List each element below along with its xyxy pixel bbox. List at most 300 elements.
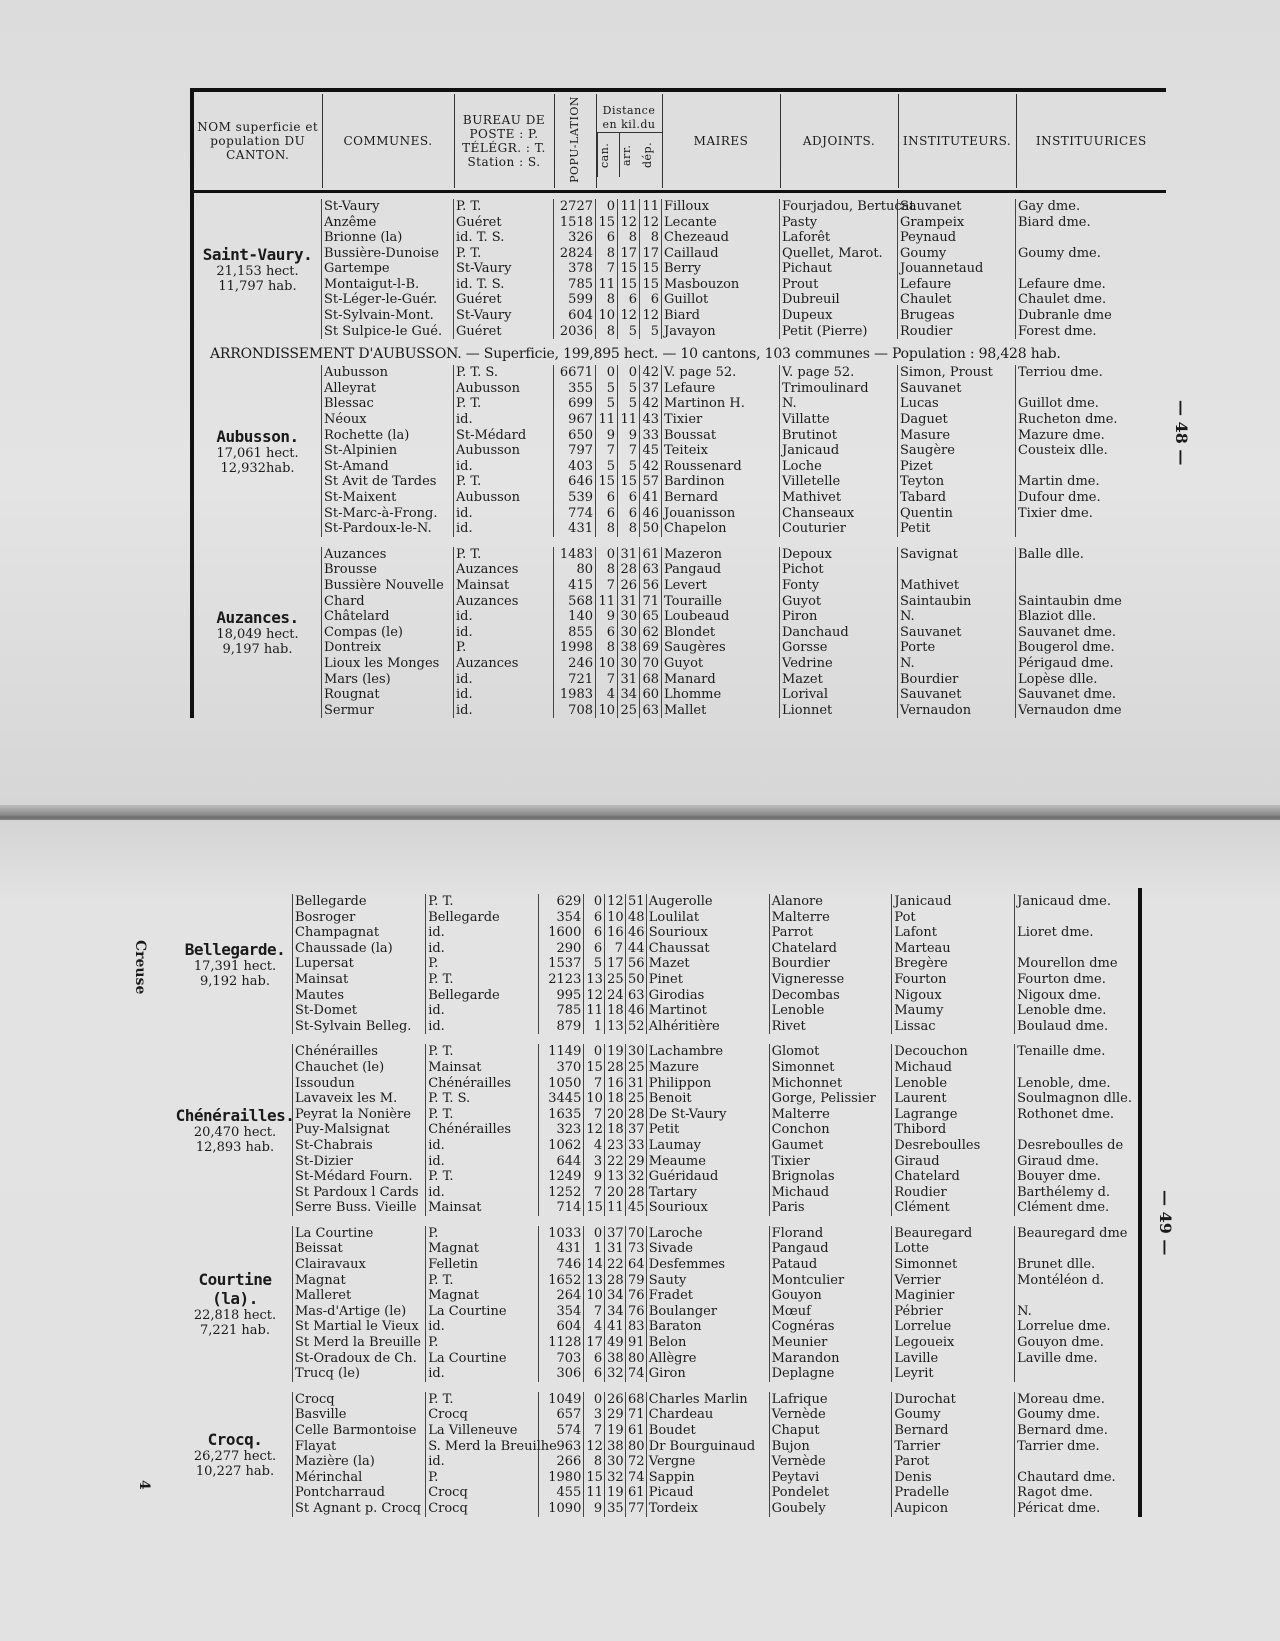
- cell-dist-arr: 5: [618, 459, 640, 475]
- commune-table: [292, 1392, 1138, 1517]
- cell-bureau: P.: [426, 1226, 538, 1242]
- cell-instituteur: Laville: [892, 1351, 1015, 1367]
- cell-dist-dep: 50: [640, 521, 662, 537]
- cell-bureau: id.: [426, 1366, 538, 1382]
- cell-commune: Malleret: [293, 1288, 426, 1304]
- cell-dist-canton: 6: [596, 506, 618, 522]
- cell-instituteur: Daguet: [898, 412, 1016, 428]
- cell-instituteur: Bourdier: [898, 672, 1016, 688]
- cell-bureau: id.: [426, 1454, 538, 1470]
- cell-dist-dep: 80: [625, 1439, 646, 1455]
- cell-dist-canton: 15: [584, 1200, 605, 1216]
- cell-institutrice: Desreboulles de: [1017, 1137, 1124, 1153]
- cell-bureau: id.: [454, 672, 554, 688]
- canton-name: Courtine (la).: [198, 1269, 272, 1308]
- cell-institutrice: [1015, 1060, 1138, 1076]
- cell-commune: Chaussade (la): [293, 941, 426, 957]
- cell-institutrice: Lenoble, dme.: [1017, 1075, 1111, 1091]
- cell-bureau: id.: [454, 609, 554, 625]
- cell-dist-arr: 18: [605, 1003, 626, 1019]
- table-row: [293, 910, 1138, 926]
- cell-bureau: Auzances: [454, 594, 554, 610]
- cell-instituteur: Masure: [898, 428, 1016, 444]
- cell-bureau: P. T.: [454, 474, 554, 490]
- cell-bureau: Mainsat: [454, 578, 554, 594]
- cell-adjoint: Lionnet: [780, 703, 898, 719]
- cell-population: 1033: [538, 1226, 584, 1242]
- cell-institutrice: Beauregard dme: [1017, 1225, 1128, 1241]
- cell-dist-arr: 34: [605, 1304, 626, 1320]
- canton-name-col: [194, 199, 321, 339]
- cell-institutrice: Gay dme.: [1018, 198, 1081, 214]
- cell-commune: St-Sylvain Belleg.: [293, 1019, 426, 1035]
- cell-population: 539: [554, 490, 596, 506]
- canton-superficie: 21,153 hect.: [216, 263, 299, 279]
- cell-dist-canton: 7: [596, 443, 618, 459]
- cell-bureau: Crocq: [426, 1501, 538, 1517]
- cell-institutrice: Lefaure dme.: [1018, 276, 1106, 292]
- cell-adjoint: Pondelet: [769, 1485, 892, 1501]
- table-row: [322, 609, 1166, 625]
- canton-name-col: [175, 1044, 295, 1216]
- cell-dist-dep: 32: [625, 1169, 646, 1185]
- cell-institutrice: Saintaubin dme: [1018, 593, 1122, 609]
- cell-dist-dep: 72: [625, 1454, 646, 1470]
- table-row: [322, 687, 1166, 703]
- table-row: [322, 199, 1166, 215]
- cell-dist-canton: 11: [584, 1485, 605, 1501]
- cell-dist-dep: 30: [625, 1044, 646, 1060]
- table-row: [293, 1288, 1138, 1304]
- cell-adjoint: Prout: [780, 277, 898, 293]
- cell-bureau: P.: [454, 640, 554, 656]
- cell-instituteur: Pébrier: [892, 1304, 1015, 1320]
- cell-dist-dep: 8: [640, 230, 662, 246]
- cell-maire: Chapelon: [662, 521, 780, 537]
- cell-dist-dep: 12: [640, 215, 662, 231]
- cell-dist-dep: 33: [640, 428, 662, 444]
- cell-instituteur: Pradelle: [892, 1485, 1015, 1501]
- cell-commune: Aubusson: [322, 365, 454, 381]
- cell-dist-dep: 31: [625, 1076, 646, 1092]
- cell-instituteur: Vernaudon: [898, 703, 1016, 719]
- cell-dist-dep: 15: [640, 261, 662, 277]
- cell-institutrice: Tarrier dme.: [1017, 1438, 1100, 1454]
- cell-maire: Touraille: [662, 594, 780, 610]
- cell-adjoint: Mœuf: [769, 1304, 892, 1320]
- cell-commune: Chénérailles: [293, 1044, 426, 1060]
- cell-dist-canton: 6: [584, 1351, 605, 1367]
- page-number-top: — 48 —: [1172, 400, 1191, 466]
- cell-commune: Mars (les): [322, 672, 454, 688]
- header-nom: NOM superficie et population DU CANTON.: [194, 94, 322, 188]
- cell-maire: Mazure: [646, 1060, 769, 1076]
- cell-instituteur: Mathivet: [898, 578, 1016, 594]
- cell-instituteur: Leyrit: [892, 1366, 1015, 1382]
- canton-superficie: 20,470 hect.: [193, 1124, 277, 1140]
- table-row: [293, 1185, 1138, 1201]
- header-institutrices: INSTITUURICES: [1035, 133, 1147, 148]
- cell-maire: Loulilat: [646, 910, 769, 926]
- cell-commune: Rochette (la): [322, 428, 454, 444]
- cell-institutrice: [1015, 1288, 1138, 1304]
- cell-institutrice: Lopèse dlle.: [1018, 671, 1098, 687]
- cell-instituteur: Desreboulles: [892, 1138, 1015, 1154]
- cell-bureau: P. T.: [454, 199, 554, 215]
- cell-bureau: P.: [426, 956, 538, 972]
- cell-institutrice: Biard dme.: [1018, 214, 1091, 230]
- cell-commune: Mazière (la): [293, 1454, 426, 1470]
- cell-commune: Chard: [322, 594, 454, 610]
- table-row: [322, 308, 1166, 324]
- cell-dist-arr: 22: [605, 1257, 626, 1273]
- cell-dist-arr: 30: [618, 656, 640, 672]
- cell-bureau: Guéret: [454, 292, 554, 308]
- cell-dist-canton: 0: [584, 1226, 605, 1242]
- cell-institutrice: Gouyon dme.: [1017, 1335, 1104, 1351]
- cell-dist-canton: 7: [584, 1076, 605, 1092]
- cell-dist-dep: 33: [625, 1138, 646, 1154]
- cell-population: 650: [554, 428, 596, 444]
- cell-commune: St-Alpinien: [322, 443, 454, 459]
- cell-instituteur: Goumy: [898, 246, 1016, 262]
- cell-dist-dep: 46: [625, 1003, 646, 1019]
- cell-commune: Mautes: [293, 988, 426, 1004]
- cell-dist-arr: 31: [618, 672, 640, 688]
- canton-name: Aubusson.: [216, 426, 299, 446]
- cell-institutrice: Rucheton dme.: [1018, 412, 1118, 428]
- table-row: [293, 1366, 1138, 1382]
- commune-table: [321, 365, 1166, 537]
- cell-dist-canton: 0: [584, 894, 605, 910]
- cell-dist-dep: 37: [640, 381, 662, 397]
- cell-adjoint: Goubely: [769, 1501, 892, 1517]
- cell-maire: Fradet: [646, 1288, 769, 1304]
- cell-dist-canton: 6: [584, 1366, 605, 1382]
- cell-bureau: id.: [454, 412, 554, 428]
- cell-dist-arr: 32: [605, 1470, 626, 1486]
- cell-population: 785: [554, 277, 596, 293]
- cell-maire: Picaud: [646, 1485, 769, 1501]
- cell-dist-dep: 57: [640, 474, 662, 490]
- cell-dist-canton: 15: [596, 474, 618, 490]
- cell-instituteur: Lissac: [892, 1019, 1015, 1035]
- cell-dist-arr: 31: [618, 594, 640, 610]
- cell-instituteur: Tabard: [898, 490, 1016, 506]
- cell-maire: Tartary: [646, 1185, 769, 1201]
- cell-maire: Tixier: [662, 412, 780, 428]
- cell-instituteur: Porte: [898, 640, 1016, 656]
- cell-institutrice: [1015, 1366, 1138, 1382]
- cell-maire: Tordeix: [646, 1501, 769, 1517]
- cell-dist-canton: 11: [596, 412, 618, 428]
- cell-commune: St-Oradoux de Ch.: [293, 1351, 426, 1367]
- cell-institutrice: [1016, 459, 1166, 475]
- cell-population: 703: [538, 1351, 584, 1367]
- cell-bureau: Crocq: [426, 1407, 538, 1423]
- cell-commune: Bussière Nouvelle: [322, 578, 454, 594]
- cell-dist-arr: 6: [618, 490, 640, 506]
- cell-bureau: P. T.: [426, 1107, 538, 1123]
- cell-commune: Châtelard: [322, 609, 454, 625]
- cell-instituteur: Brugeas: [898, 308, 1016, 324]
- cell-dist-dep: 70: [640, 656, 662, 672]
- cell-bureau: P.: [426, 1335, 538, 1351]
- cell-dist-canton: 13: [584, 972, 605, 988]
- header-bureau: BUREAU DE POSTE : P. TÉLÉGR. : T. Station : S.: [454, 94, 554, 188]
- cell-institutrice: N.: [1017, 1303, 1032, 1319]
- cell-population: 785: [538, 1003, 584, 1019]
- cell-adjoint: Lenoble: [769, 1003, 892, 1019]
- cell-dist-arr: 28: [605, 1060, 626, 1076]
- cell-commune: Lavaveix les M.: [293, 1091, 426, 1107]
- canton-block: [175, 1044, 1138, 1216]
- cell-dist-dep: 68: [625, 1392, 646, 1408]
- cell-dist-arr: 31: [605, 1241, 626, 1257]
- cell-commune: Beissat: [293, 1241, 426, 1257]
- table-row: [322, 412, 1166, 428]
- cell-dist-dep: 11: [640, 199, 662, 215]
- cell-adjoint: Marandon: [769, 1351, 892, 1367]
- table-row: [322, 292, 1166, 308]
- cell-dist-arr: 38: [605, 1351, 626, 1367]
- cell-population: 2123: [538, 972, 584, 988]
- table-row: [293, 1107, 1138, 1123]
- canton-block: [194, 365, 1166, 537]
- cell-dist-canton: 7: [584, 1107, 605, 1123]
- cell-dist-dep: 42: [640, 459, 662, 475]
- cell-dist-arr: 26: [618, 578, 640, 594]
- cell-dist-canton: 8: [596, 640, 618, 656]
- cell-commune: St Agnant p. Crocq: [293, 1501, 426, 1517]
- canton-population: 12,932hab.: [220, 460, 295, 476]
- canton-block: [194, 199, 1166, 339]
- table-row: [293, 1060, 1138, 1076]
- cell-dist-canton: 13: [584, 1273, 605, 1289]
- cell-adjoint: Montculier: [769, 1273, 892, 1289]
- cell-commune: St Pardoux l Cards: [293, 1185, 426, 1201]
- cell-maire: Sourioux: [646, 1200, 769, 1216]
- table-row: [293, 941, 1138, 957]
- cell-dist-canton: 1: [584, 1019, 605, 1035]
- table-row: [293, 988, 1138, 1004]
- cell-dist-dep: 45: [640, 443, 662, 459]
- cell-dist-arr: 24: [605, 988, 626, 1004]
- bottom-table-block: [175, 888, 1142, 1517]
- cell-bureau: P. T.: [454, 246, 554, 262]
- cell-institutrice: Dufour dme.: [1018, 490, 1101, 505]
- cell-maire: Boudet: [646, 1423, 769, 1439]
- cell-maire: Chardeau: [646, 1407, 769, 1423]
- canton-population: 11,797 hab.: [218, 278, 297, 294]
- cell-population: 963: [538, 1439, 584, 1455]
- cell-dist-canton: 7: [584, 1304, 605, 1320]
- cell-instituteur: Peynaud: [898, 230, 1016, 246]
- cell-commune: Lioux les Monges: [322, 656, 454, 672]
- cell-maire: Allègre: [646, 1351, 769, 1367]
- cell-dist-arr: 25: [618, 703, 640, 719]
- cell-maire: Boulanger: [646, 1304, 769, 1320]
- cell-adjoint: Laforêt: [780, 230, 898, 246]
- cell-dist-arr: 34: [618, 687, 640, 703]
- table-row: [322, 562, 1166, 578]
- cell-dist-dep: 76: [625, 1304, 646, 1320]
- cell-instituteur: Lucas: [898, 396, 1016, 412]
- cell-adjoint: Mathivet: [780, 490, 898, 506]
- cell-adjoint: Decombas: [769, 988, 892, 1004]
- cell-institutrice: Balle dlle.: [1018, 546, 1084, 562]
- cell-population: 604: [554, 308, 596, 324]
- cell-dist-canton: 6: [596, 625, 618, 641]
- cell-instituteur: Pizet: [898, 459, 1016, 475]
- cell-bureau: id.: [454, 625, 554, 641]
- canton-name: Saint-Vaury.: [202, 244, 313, 264]
- cell-dist-canton: 9: [596, 428, 618, 444]
- cell-dist-dep: 62: [640, 625, 662, 641]
- cell-dist-canton: 8: [596, 246, 618, 262]
- cell-dist-canton: 12: [584, 1439, 605, 1455]
- cell-institutrice: [1016, 230, 1166, 246]
- cell-instituteur: Beauregard: [892, 1226, 1015, 1242]
- cell-dist-dep: 17: [640, 246, 662, 262]
- cell-bureau: id.: [426, 925, 538, 941]
- top-cantons: [194, 199, 1166, 718]
- header-maires: MAIRES: [662, 94, 780, 188]
- cell-population: 568: [554, 594, 596, 610]
- cell-commune: St Martial le Vieux: [293, 1319, 426, 1335]
- cell-dist-dep: 70: [625, 1226, 646, 1242]
- cell-maire: Mazeron: [662, 547, 780, 563]
- cell-population: 644: [538, 1154, 584, 1170]
- cell-commune: Brionne (la): [322, 230, 454, 246]
- cell-instituteur: Legoueix: [892, 1335, 1015, 1351]
- table-row: [293, 1485, 1138, 1501]
- cell-dist-dep: 63: [640, 703, 662, 719]
- cell-dist-dep: 60: [640, 687, 662, 703]
- cell-institutrice: Bernard dme.: [1017, 1423, 1108, 1438]
- table-row: [293, 1003, 1138, 1019]
- cell-dist-arr: 30: [618, 625, 640, 641]
- cell-dist-dep: 28: [625, 1107, 646, 1123]
- cell-dist-canton: 17: [584, 1335, 605, 1351]
- cell-commune: St-Amand: [322, 459, 454, 475]
- cell-commune: Néoux: [322, 412, 454, 428]
- cell-maire: Bardinon: [662, 474, 780, 490]
- cell-maire: Biard: [662, 308, 780, 324]
- cell-maire: Loubeaud: [662, 609, 780, 625]
- cell-institutrice: Rothonet dme.: [1017, 1106, 1115, 1122]
- cell-institutrice: [1015, 1241, 1138, 1257]
- cell-bureau: S. Merd la Breuilhe: [426, 1439, 538, 1455]
- cell-bureau: id.: [426, 1319, 538, 1335]
- cell-dist-dep: 68: [640, 672, 662, 688]
- table-row: [293, 972, 1138, 988]
- top-rule: [194, 88, 1166, 92]
- cell-dist-canton: 5: [596, 459, 618, 475]
- cell-institutrice: Bouyer dme.: [1017, 1169, 1101, 1185]
- cell-dist-dep: 37: [625, 1122, 646, 1138]
- cell-bureau: id.: [454, 687, 554, 703]
- cell-dist-arr: 30: [618, 609, 640, 625]
- canton-population: 9,197 hab.: [222, 642, 293, 658]
- cell-dist-arr: 17: [618, 246, 640, 262]
- cell-commune: Chauchet (le): [293, 1060, 426, 1076]
- table-row: [322, 324, 1166, 340]
- cell-bureau: id.: [426, 1185, 538, 1201]
- cell-adjoint: Janicaud: [780, 443, 898, 459]
- cell-dist-canton: 8: [596, 562, 618, 578]
- cell-dist-canton: 7: [584, 1423, 605, 1439]
- cell-population: 879: [538, 1019, 584, 1035]
- table-header: [194, 94, 1166, 188]
- cell-dist-dep: 76: [625, 1288, 646, 1304]
- canton-superficie: 26,277 hect.: [193, 1448, 277, 1464]
- cell-population: 708: [554, 703, 596, 719]
- canton-name-col: [194, 365, 321, 537]
- cell-dist-canton: 3: [584, 1154, 605, 1170]
- cell-dist-canton: 5: [596, 381, 618, 397]
- cell-instituteur: Chaulet: [898, 292, 1016, 308]
- cell-instituteur: Roudier: [898, 324, 1016, 340]
- cell-maire: Teiteix: [662, 443, 780, 459]
- cell-bureau: La Courtine: [426, 1351, 538, 1367]
- cell-instituteur: Thibord: [892, 1122, 1015, 1138]
- cell-instituteur: Fourton: [892, 972, 1015, 988]
- cell-adjoint: Simonnet: [769, 1060, 892, 1076]
- cell-population: 415: [554, 578, 596, 594]
- cell-bureau: id. T. S.: [454, 277, 554, 293]
- cell-adjoint: V. page 52.: [780, 365, 898, 381]
- cell-dist-dep: 80: [625, 1351, 646, 1367]
- cell-institutrice: Janicaud dme.: [1017, 894, 1111, 909]
- cell-instituteur: Clément: [892, 1200, 1015, 1216]
- table-row: [322, 703, 1166, 719]
- cell-population: 326: [554, 230, 596, 246]
- cell-dist-arr: 23: [605, 1138, 626, 1154]
- cell-population: 431: [538, 1241, 584, 1257]
- bottom-cantons: [175, 894, 1138, 1517]
- cell-adjoint: Michaud: [769, 1185, 892, 1201]
- cell-instituteur: [898, 562, 1016, 578]
- cell-bureau: St-Médard: [454, 428, 554, 444]
- cell-adjoint: Chaput: [769, 1423, 892, 1439]
- cell-bureau: La Courtine: [426, 1304, 538, 1320]
- cell-population: 599: [554, 292, 596, 308]
- cell-maire: Mallet: [662, 703, 780, 719]
- table-row: [293, 956, 1138, 972]
- cell-population: 1537: [538, 956, 584, 972]
- cell-population: 1090: [538, 1501, 584, 1517]
- cell-dist-canton: 4: [596, 687, 618, 703]
- cell-maire: Masbouzon: [662, 277, 780, 293]
- cell-bureau: Bellegarde: [426, 910, 538, 926]
- cell-dist-dep: 77: [625, 1501, 646, 1517]
- cell-bureau: Crocq: [426, 1485, 538, 1501]
- cell-population: 1050: [538, 1076, 584, 1092]
- cell-instituteur: Grampeix: [898, 215, 1016, 231]
- table-row: [322, 594, 1166, 610]
- cell-dist-arr: 38: [605, 1439, 626, 1455]
- cell-bureau: Chénérailles: [426, 1122, 538, 1138]
- cell-population: 1149: [538, 1044, 584, 1060]
- cell-commune: St-Pardoux-le-N.: [322, 521, 454, 537]
- cell-adjoint: Guyot: [780, 594, 898, 610]
- cell-adjoint: Meunier: [769, 1335, 892, 1351]
- cell-adjoint: Vernède: [769, 1454, 892, 1470]
- cell-commune: St-Marc-à-Frong.: [322, 506, 454, 522]
- cell-population: 995: [538, 988, 584, 1004]
- cell-instituteur: Laurent: [892, 1091, 1015, 1107]
